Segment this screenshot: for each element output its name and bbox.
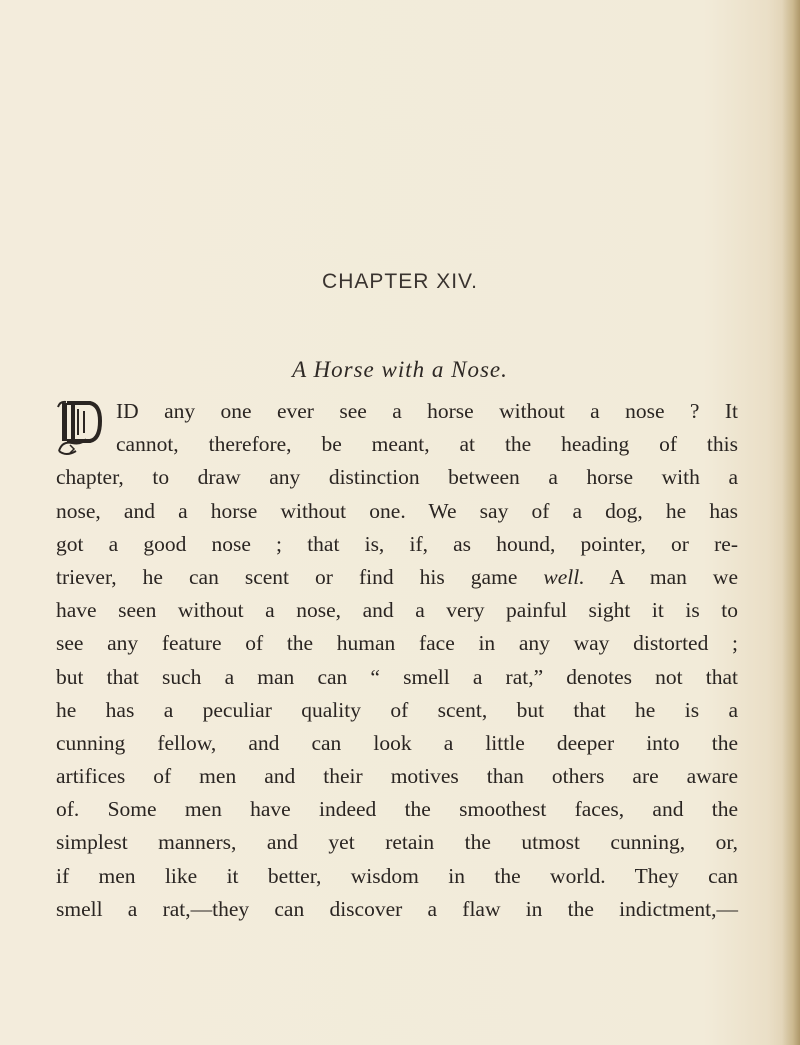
text-line: have seen without a nose, and a very painful sight it is to — [56, 598, 738, 623]
chapter-body — [56, 395, 738, 926]
text-line: cannot, therefore, be meant, at the heading of this — [116, 432, 738, 457]
chapter-title: A Horse with a Nose. — [292, 357, 508, 382]
text-line: nose, and a horse without one. We say of a dog, he has — [56, 498, 738, 523]
italic-word: well. — [543, 564, 585, 589]
text-line: of. Some men have indeed the smoothest faces, and the — [56, 797, 738, 822]
text-line-mixed — [56, 561, 738, 594]
text-line: smell a rat,—they can discover a flaw in the indictment,— — [56, 896, 738, 921]
text-line: he has a peculiar quality of scent, but that he is a — [56, 697, 738, 722]
text-line: cunning fellow, and can look a little deeper into the — [56, 730, 738, 755]
text-line: ID any one ever see a horse without a nose ? It — [116, 399, 738, 423]
chapter-number: CHAPTER XIV. — [322, 270, 478, 293]
text-segment: A man we — [609, 564, 738, 589]
text-line: if men like it better, wisdom in the world. They can — [56, 863, 738, 888]
text-line: but that such a man can “ smell a rat,” denotes not that — [56, 664, 738, 689]
text-segment: triever, he can scent or find his game — [56, 564, 518, 589]
text-line: chapter, to draw any distinction between a horse with a — [56, 465, 738, 490]
text-line: see any feature of the human face in any way distorted ; — [56, 631, 738, 656]
dropcap-ornament-icon — [56, 399, 106, 459]
text-line: artifices of men and their motives than others are aware — [56, 764, 738, 789]
text-line: simplest manners, and yet retain the utmost cunning, or, — [56, 830, 738, 855]
page-edge-shadow — [782, 0, 800, 1045]
text-line: got a good nose ; that is, if, as hound, pointer, or re- — [56, 531, 738, 556]
